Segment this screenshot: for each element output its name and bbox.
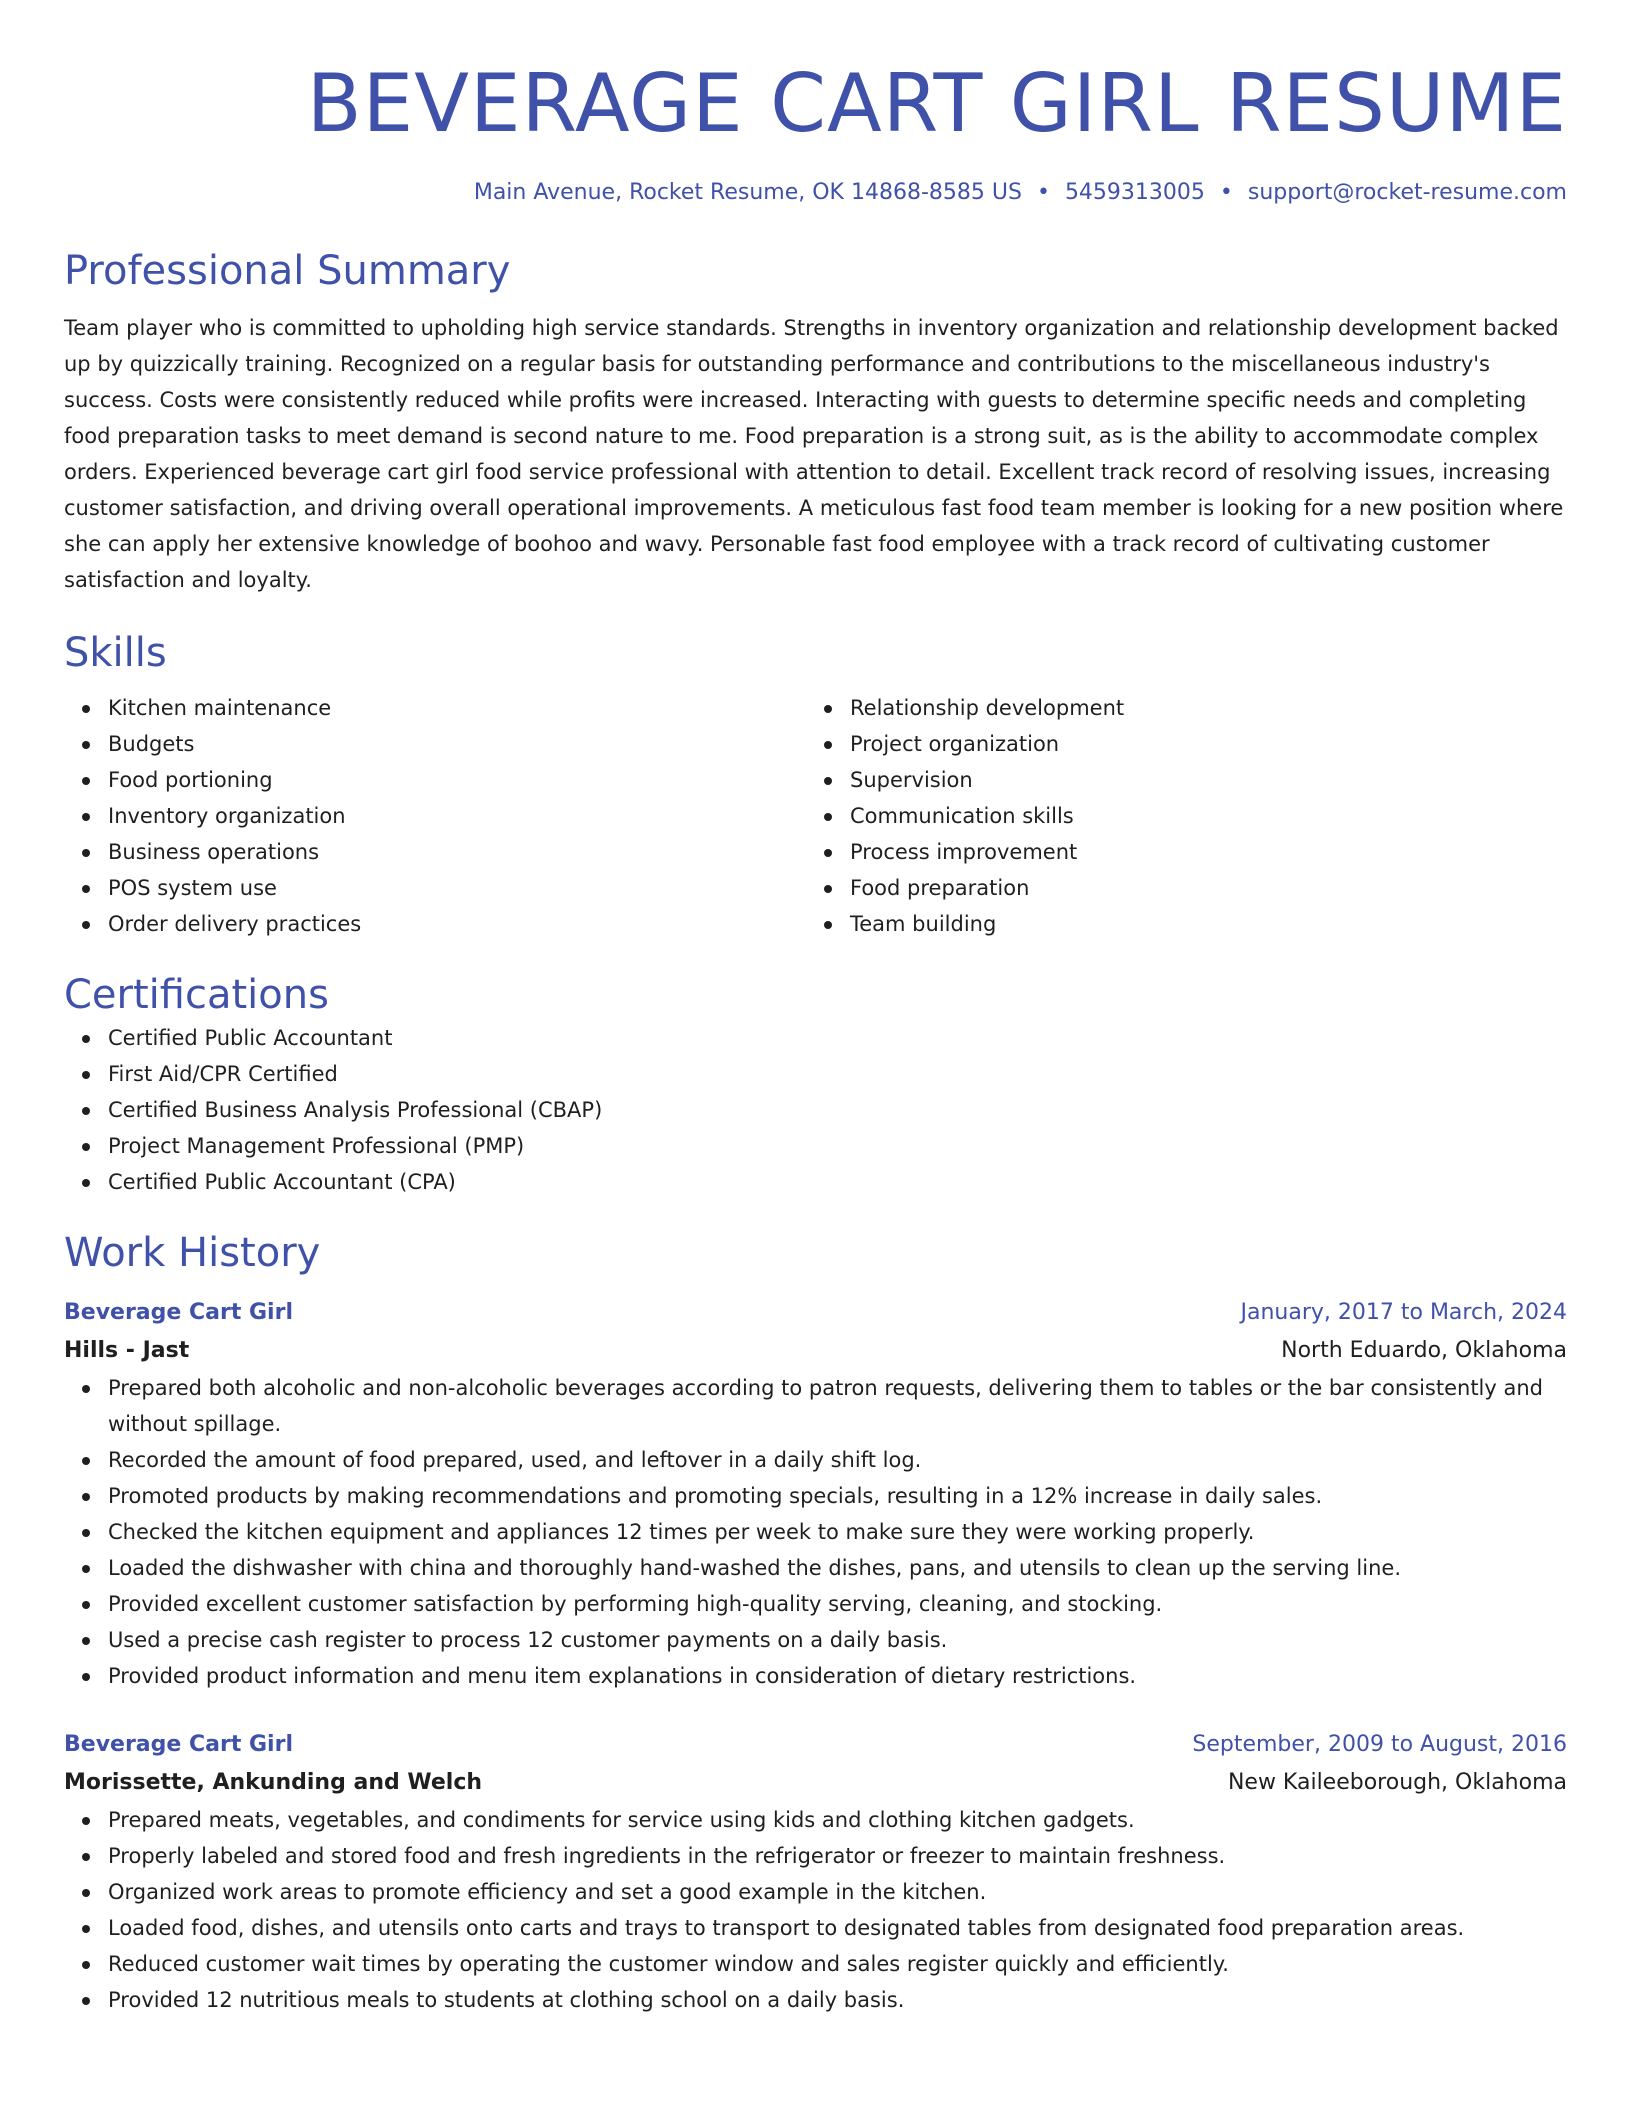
summary-text: Team player who is committed to upholding high service standards. Strengths in inventory organization and relationship development backed up by quizzically training. Recognized on a regular basis for outstanding performance and contributions to the miscellaneous industry's success. Costs were consistently reduced while profits were increased. Interacting with guests to determine specific needs and completing food preparation tasks to meet demand is second nature to me. Food preparation is a strong suit, as is the ability to accommodate complex orders. Experienced beverage cart girl food service professional with attention to detail. Excellent track record of resolving issues, increasing customer satisfaction, and driving overall operational improvements. A meticulous fast food team member is looking for a new position where she can apply her extensive knowledge of boohoo and wavy. Personable fast food employee with a track record of cultivating customer satisfaction and loyalty.: [64, 316, 1564, 592]
bullet-icon: [824, 777, 832, 785]
contact-address: Main Avenue, Rocket Resume, OK 14868-8585 US: [473, 180, 1022, 205]
job-title: Beverage Cart Girl: [64, 1732, 293, 1757]
bullet-icon: [82, 1637, 90, 1645]
certifications-list: [64, 1020, 1567, 1200]
bullet-icon: [82, 921, 90, 929]
job-duty-item: Used a precise cash register to process 12 customer payments on a daily basis.: [108, 1622, 1567, 1658]
bullet-icon: [82, 1179, 90, 1187]
job-title-row: [64, 1294, 1567, 1332]
certification-item: Certified Business Analysis Professional (CBAP): [108, 1092, 1567, 1128]
contact-phone: 5459313005: [1064, 180, 1205, 205]
bullet-icon: [82, 813, 90, 821]
bullet-icon: [82, 1925, 90, 1933]
bullet-icon: [82, 777, 90, 785]
bullet-icon: [82, 1961, 90, 1969]
job-location: New Kaileeborough, Oklahoma: [1227, 1770, 1567, 1795]
job-duty-item: Provided excellent customer satisfaction by performing high-quality serving, cleaning, and stocking.: [108, 1586, 1567, 1622]
skill-item: Communication skills: [850, 798, 1548, 834]
job-dates: January, 2017 to March, 2024: [1240, 1300, 1567, 1325]
skills-list-left: [64, 690, 806, 942]
job-entry: [64, 1294, 1567, 1694]
certification-item: Certified Public Accountant (CPA): [108, 1164, 1567, 1200]
job-duty-item: Properly labeled and stored food and fresh ingredients in the refrigerator or freezer to maintain freshness.: [108, 1838, 1567, 1874]
contact-email[interactable]: support@rocket-resume.com: [1247, 180, 1567, 205]
bullet-icon: [824, 921, 832, 929]
job-entry: [64, 1726, 1567, 2018]
job-title: Beverage Cart Girl: [64, 1300, 293, 1325]
bullet-icon: [82, 1601, 90, 1609]
contact-separator: •: [1036, 180, 1050, 205]
bullet-icon: [824, 741, 832, 749]
bullet-icon: [82, 849, 90, 857]
skill-item: Business operations: [108, 834, 806, 870]
job-company: Hills - Jast: [64, 1338, 190, 1363]
skill-item: Order delivery practices: [108, 906, 806, 942]
job-company-row: [64, 1332, 1567, 1370]
bullet-icon: [82, 1997, 90, 2005]
bullet-icon: [82, 1889, 90, 1897]
contact-separator: •: [1219, 180, 1233, 205]
certification-item: Project Management Professional (PMP): [108, 1128, 1567, 1164]
job-duty-item: Promoted products by making recommendations and promoting specials, resulting in a 12% increase in daily sales.: [108, 1478, 1567, 1514]
job-company-row: [64, 1764, 1567, 1802]
certification-item: Certified Public Accountant: [108, 1020, 1567, 1056]
skill-item: Inventory organization: [108, 798, 806, 834]
job-dates: September, 2009 to August, 2016: [1192, 1732, 1567, 1757]
job-duty-item: Prepared both alcoholic and non-alcoholic beverages according to patron requests, delivering them to tables or the bar consistently and without spillage.: [108, 1370, 1567, 1442]
resume-page: [64, 0, 1567, 2018]
section-heading-summary: Professional Summary: [64, 248, 511, 294]
skill-item: Team building: [850, 906, 1548, 942]
skill-item: Process improvement: [850, 834, 1548, 870]
skill-item: Budgets: [108, 726, 806, 762]
skills-grid: [64, 690, 1567, 942]
skill-item: Project organization: [850, 726, 1548, 762]
bullet-icon: [82, 885, 90, 893]
bullet-icon: [82, 1071, 90, 1079]
bullet-icon: [824, 813, 832, 821]
bullet-icon: [824, 885, 832, 893]
section-heading-work-history: Work History: [64, 1230, 321, 1276]
skill-item: Kitchen maintenance: [108, 690, 806, 726]
section-heading-skills: Skills: [64, 630, 167, 676]
job-duty-item: Reduced customer wait times by operating the customer window and sales register quickly and efficiently.: [108, 1946, 1567, 1982]
bullet-icon: [82, 1673, 90, 1681]
bullet-icon: [82, 1493, 90, 1501]
job-duties-list: [64, 1370, 1567, 1694]
job-duty-item: Prepared meats, vegetables, and condiments for service using kids and clothing kitchen gadgets.: [108, 1802, 1567, 1838]
job-duty-item: Loaded food, dishes, and utensils onto carts and trays to transport to designated tables from designated food preparation areas.: [108, 1910, 1567, 1946]
bullet-icon: [82, 1457, 90, 1465]
job-duties-list: [64, 1802, 1567, 2018]
skills-column-left: [64, 690, 806, 942]
job-duty-item: Loaded the dishwasher with china and thoroughly hand-washed the dishes, pans, and utensils to clean up the serving line.: [108, 1550, 1567, 1586]
job-title-row: [64, 1726, 1567, 1764]
bullet-icon: [82, 1853, 90, 1861]
bullet-icon: [82, 1817, 90, 1825]
skills-list-right: [806, 690, 1548, 942]
bullet-icon: [82, 741, 90, 749]
bullet-icon: [82, 1143, 90, 1151]
job-company: Morissette, Ankunding and Welch: [64, 1770, 483, 1795]
bullet-icon: [82, 1565, 90, 1573]
job-duty-item: Provided product information and menu item explanations in consideration of dietary restrictions.: [108, 1658, 1567, 1694]
job-duty-item: Checked the kitchen equipment and appliances 12 times per week to make sure they were working properly.: [108, 1514, 1567, 1550]
job-duty-item: Provided 12 nutritious meals to students at clothing school on a daily basis.: [108, 1982, 1567, 2018]
skill-item: Food portioning: [108, 762, 806, 798]
job-location: North Eduardo, Oklahoma: [1281, 1338, 1567, 1363]
contact-line: [64, 178, 1567, 208]
skill-item: Food preparation: [850, 870, 1548, 906]
skill-item: Supervision: [850, 762, 1548, 798]
job-duty-item: Organized work areas to promote efficiency and set a good example in the kitchen.: [108, 1874, 1567, 1910]
job-duty-item: Recorded the amount of food prepared, used, and leftover in a daily shift log.: [108, 1442, 1567, 1478]
bullet-icon: [82, 705, 90, 713]
bullet-icon: [82, 1035, 90, 1043]
skills-column-right: [806, 690, 1548, 942]
bullet-icon: [82, 1107, 90, 1115]
resume-title: BEVERAGE CART GIRL RESUME: [306, 57, 1567, 150]
certification-item: First Aid/CPR Certified: [108, 1056, 1567, 1092]
skill-item: Relationship development: [850, 690, 1548, 726]
bullet-icon: [82, 1385, 90, 1393]
skill-item: POS system use: [108, 870, 806, 906]
bullet-icon: [824, 849, 832, 857]
bullet-icon: [824, 705, 832, 713]
bullet-icon: [82, 1529, 90, 1537]
section-heading-certifications: Certifications: [64, 972, 329, 1018]
